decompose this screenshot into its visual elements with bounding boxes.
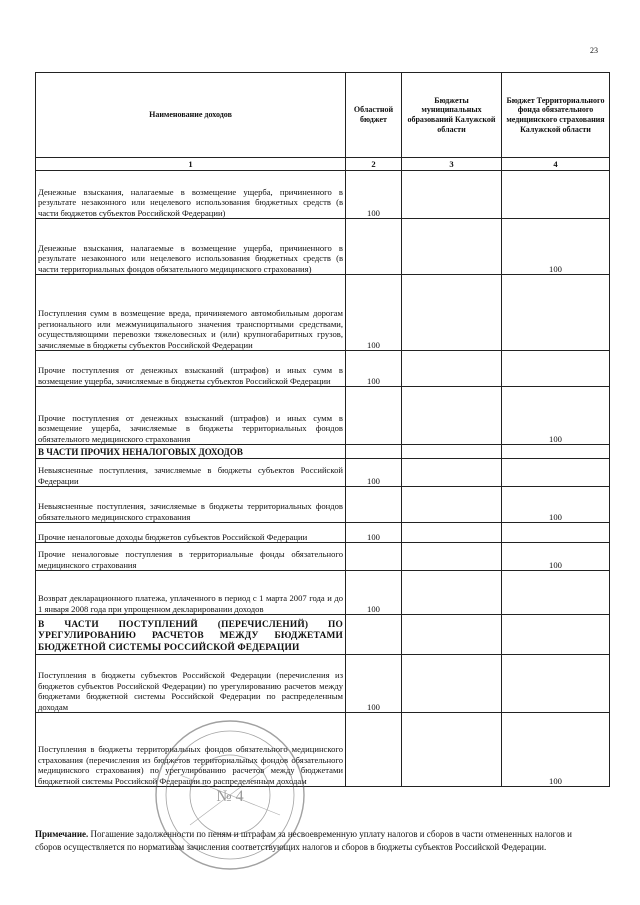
section-heading: В ЧАСТИ ПРОЧИХ НЕНАЛОГОВЫХ ДОХОДОВ [36,445,346,459]
revenue-name-cell: Прочие поступления от денежных взысканий (штрафов) и иных сумм в возмещение ущерба, зачисляемые в бюджеты субъектов Российской Федерации [36,351,346,387]
share-percent-cell [402,655,502,713]
table-header-row [36,73,610,158]
header-municipal-budgets: Бюджеты муниципальных образований Калужской области [402,73,502,158]
empty-cell [502,615,610,655]
note-text: Погашение задолженности по пеням и штрафам за несвоевременную уплату налогов и сборов в части отмененных налогов и сборов осуществляется по нормативам зачисления соответствующих налогов и сборов в бюджеты субъектов Российской Федерации. [35,829,572,852]
share-percent-cell [346,487,402,523]
share-percent-cell [502,171,610,219]
empty-cell [346,615,402,655]
share-percent-cell: 100 [502,219,610,275]
share-percent-cell: 100 [502,487,610,523]
empty-cell [346,445,402,459]
revenue-name-cell: Поступления в бюджеты субъектов Российской Федерации (перечисления из бюджетов субъектов Российской Федерации) по урегулированию расчетов между бюджетами бюджетной системы Российской Федерации по распределенным доходам [36,655,346,713]
share-percent-cell [402,275,502,351]
header-regional-budget: Областной бюджет [346,73,402,158]
empty-cell [502,445,610,459]
share-percent-cell: 100 [346,571,402,615]
share-percent-cell: 100 [502,387,610,445]
section-heading: В ЧАСТИ ПОСТУПЛЕНИЙ (ПЕРЕЧИСЛЕНИЙ) ПО УРЕГУЛИРОВАНИЮ РАСЧЕТОВ МЕЖДУ БЮДЖЕТАМИ БЮДЖЕТНОЙ СИСТЕМЫ РОССИЙСКОЙ ФЕДЕРАЦИИ [36,615,346,655]
footnote [35,828,595,853]
column-number: 4 [502,158,610,171]
table-row [36,275,610,351]
share-percent-cell [402,351,502,387]
share-percent-cell: 100 [346,171,402,219]
seal-text: № 4 [216,788,244,805]
revenue-name-cell: Возврат декларационного платежа, уплаченного в период с 1 марта 2007 года и до 1 января 2008 года при упрощенном декларировании доходов [36,571,346,615]
share-percent-cell [502,275,610,351]
table-row [36,219,610,275]
table-row [36,171,610,219]
share-percent-cell [402,171,502,219]
table-row [36,459,610,487]
share-percent-cell [402,523,502,543]
share-percent-cell: 100 [346,275,402,351]
section-heading-row [36,445,610,459]
share-percent-cell: 100 [502,543,610,571]
note-label: Примечание. [35,829,89,839]
share-percent-cell: 100 [346,459,402,487]
header-medical-fund-budget: Бюджет Территориального фонда обязательного медицинского страхования Калужской области [502,73,610,158]
share-percent-cell [346,713,402,787]
revenue-name-cell: Невыясненные поступления, зачисляемые в бюджеты субъектов Российской Федерации [36,459,346,487]
table-row [36,543,610,571]
revenue-name-cell: Прочие неналоговые доходы бюджетов субъектов Российской Федерации [36,523,346,543]
share-percent-cell [346,387,402,445]
share-percent-cell [402,487,502,523]
table-row [36,655,610,713]
share-percent-cell [402,571,502,615]
table-row [36,713,610,787]
share-percent-cell [402,219,502,275]
revenue-name-cell: Поступления в бюджеты территориальных фондов обязательного медицинского страхования (перечисления из бюджетов территориальных фондов обязательного медицинского страхования) по урегулированию расчетов между бюджетами бюджетной системы Российской Федерации по распределенным доходам [36,713,346,787]
table-body [36,171,610,787]
revenue-name-cell: Прочие поступления от денежных взысканий (штрафов) и иных сумм в возмещение ущерба, зачисляемые в бюджеты территориальных фондов обязательного медицинского страхования [36,387,346,445]
column-number-row [36,158,610,171]
share-percent-cell [502,523,610,543]
share-percent-cell [402,387,502,445]
table-row [36,387,610,445]
table-row [36,523,610,543]
share-percent-cell [402,713,502,787]
share-percent-cell [346,219,402,275]
share-percent-cell [402,459,502,487]
revenue-name-cell: Прочие неналоговые поступления в территориальные фонды обязательного медицинского страхования [36,543,346,571]
share-percent-cell [502,655,610,713]
section-heading-row [36,615,610,655]
empty-cell [402,615,502,655]
share-percent-cell [502,459,610,487]
header-revenue-name: Наименование доходов [36,73,346,158]
table-row [36,351,610,387]
share-percent-cell [502,351,610,387]
share-percent-cell: 100 [346,351,402,387]
revenue-name-cell: Денежные взыскания, налагаемые в возмещение ущерба, причиненного в результате незаконного или нецелевого использования бюджетных средств (в части территориальных фондов обязательного медицинского страхования) [36,219,346,275]
share-percent-cell: 100 [346,523,402,543]
share-percent-cell [502,571,610,615]
share-percent-cell: 100 [502,713,610,787]
revenue-name-cell: Поступления сумм в возмещение вреда, причиняемого автомобильным дорогам регионального или межмуниципального значения транспортными средствами, осуществляющими перевозки тяжеловесных и (или) крупногабаритных грузов, зачисляемые в бюджеты субъектов Российской Федерации [36,275,346,351]
table-row [36,487,610,523]
empty-cell [402,445,502,459]
page-number: 23 [590,46,598,55]
column-number: 2 [346,158,402,171]
table-row [36,571,610,615]
column-number: 3 [402,158,502,171]
revenue-name-cell: Невыясненные поступления, зачисляемые в бюджеты территориальных фондов обязательного медицинского страхования [36,487,346,523]
revenue-name-cell: Денежные взыскания, налагаемые в возмещение ущерба, причиненного в результате незаконного или нецелевого использования бюджетных средств (в части бюджетов субъектов Российской Федерации) [36,171,346,219]
revenue-distribution-table [35,72,610,787]
share-percent-cell [346,543,402,571]
share-percent-cell [402,543,502,571]
column-number: 1 [36,158,346,171]
share-percent-cell: 100 [346,655,402,713]
